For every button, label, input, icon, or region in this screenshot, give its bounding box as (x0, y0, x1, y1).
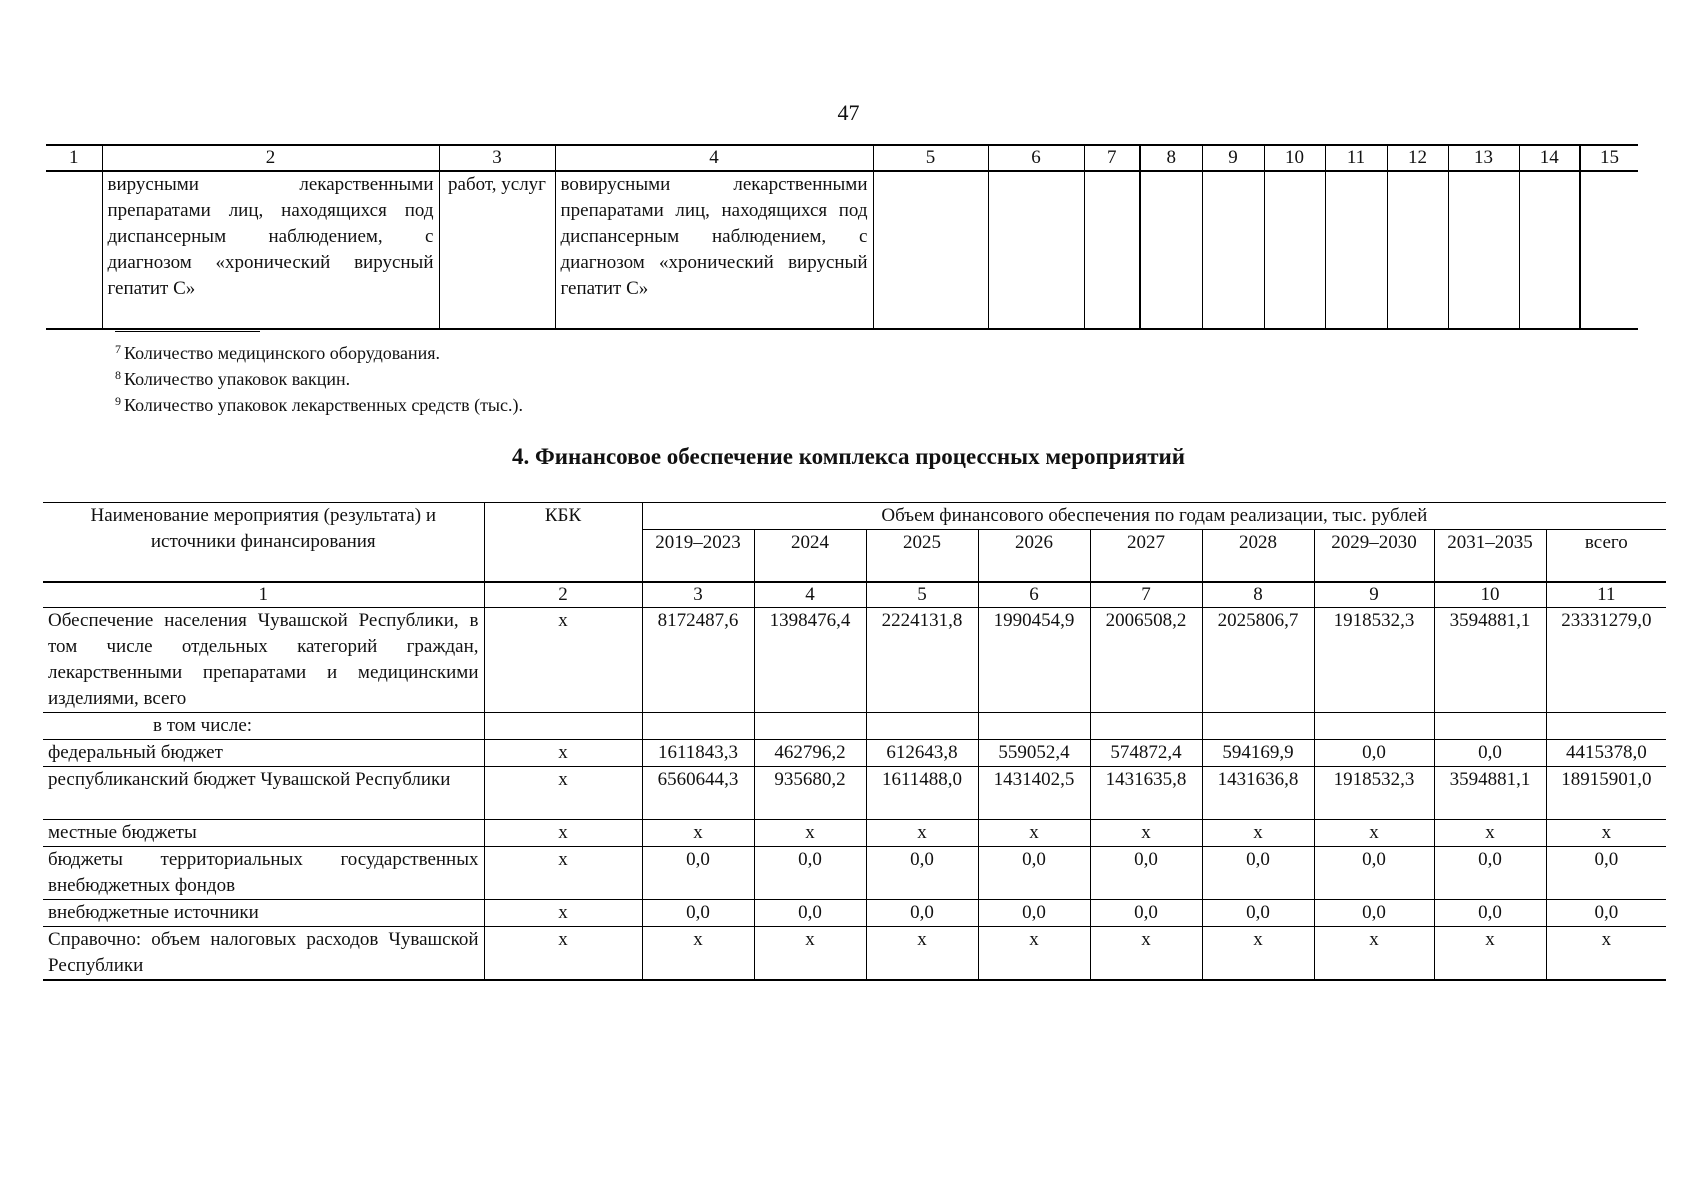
header-cell: 9 (1202, 145, 1264, 171)
row-value: x (754, 819, 866, 846)
row-value: 0,0 (1202, 846, 1314, 899)
column-number: 3 (642, 582, 754, 608)
row-value: 3594881,1 (1434, 607, 1546, 712)
row-value: 559052,4 (978, 739, 1090, 766)
table-cell (1580, 171, 1638, 329)
table-row (43, 846, 1666, 899)
row-value: x (1434, 926, 1546, 980)
finance-table (43, 502, 1666, 981)
row-name: в том числе: (43, 712, 484, 739)
table-row (43, 607, 1666, 712)
table-cell (1084, 171, 1140, 329)
year-header: 2028 (1202, 530, 1314, 582)
table-cell (1140, 171, 1202, 329)
column-number: 5 (866, 582, 978, 608)
row-value: 612643,8 (866, 739, 978, 766)
column-number: 4 (754, 582, 866, 608)
row-value (1434, 712, 1546, 739)
table-cell (1448, 171, 1519, 329)
column-number: 8 (1202, 582, 1314, 608)
table-row (43, 739, 1666, 766)
footnote: $^9$ Количество упаковок лекарственных средств (тыс.). (115, 394, 524, 415)
row-value: 594169,9 (1202, 739, 1314, 766)
row-value: x (978, 926, 1090, 980)
row-value: 0,0 (866, 899, 978, 926)
row-value: 0,0 (1202, 899, 1314, 926)
row-value: 0,0 (978, 899, 1090, 926)
row-value: 4415378,0 (1546, 739, 1666, 766)
row-name: внебюджетные источники (43, 899, 484, 926)
row-kbk: x (484, 766, 642, 819)
table-cell: работ, услуг (439, 171, 555, 329)
top-table-row (46, 171, 1638, 329)
year-header: 2029–2030 (1314, 530, 1434, 582)
table-row (43, 926, 1666, 980)
row-value: 0,0 (1314, 846, 1434, 899)
row-value: 1398476,4 (754, 607, 866, 712)
row-name: Справочно: объем налоговых расходов Чувашской Республики (43, 926, 484, 980)
row-value: 0,0 (1434, 739, 1546, 766)
header-cell: 2 (102, 145, 439, 171)
year-header: 2031–2035 (1434, 530, 1546, 582)
row-value: x (866, 819, 978, 846)
row-value: x (642, 819, 754, 846)
table-cell: вирусными лекарственными препаратами лиц, находящихся под диспансерным наблюдением, с диагнозом «хронический вирусный гепатит С» (102, 171, 439, 329)
row-kbk: x (484, 819, 642, 846)
row-kbk: x (484, 607, 642, 712)
table-cell (873, 171, 988, 329)
header-cell: 15 (1580, 145, 1638, 171)
header-cell: 1 (46, 145, 102, 171)
row-value (1202, 712, 1314, 739)
column-number: 1 (43, 582, 484, 608)
header-cell: 7 (1084, 145, 1140, 171)
row-value: x (1090, 819, 1202, 846)
header-cell: 6 (988, 145, 1084, 171)
row-value: 1918532,3 (1314, 766, 1434, 819)
header-cell: 14 (1519, 145, 1580, 171)
header-kbk: КБК (484, 503, 642, 582)
row-value (978, 712, 1090, 739)
year-header: 2027 (1090, 530, 1202, 582)
row-value: 0,0 (754, 846, 866, 899)
row-value: 2006508,2 (1090, 607, 1202, 712)
row-value: 23331279,0 (1546, 607, 1666, 712)
row-value: 0,0 (642, 846, 754, 899)
row-value: 462796,2 (754, 739, 866, 766)
row-value (1546, 712, 1666, 739)
row-kbk: x (484, 926, 642, 980)
row-kbk: x (484, 739, 642, 766)
footnote: $^8$ Количество упаковок вакцин. (115, 368, 351, 389)
row-name: федеральный бюджет (43, 739, 484, 766)
table-cell (1264, 171, 1325, 329)
row-value: 1918532,3 (1314, 607, 1434, 712)
column-number: 10 (1434, 582, 1546, 608)
header-cell: 10 (1264, 145, 1325, 171)
row-value: 2224131,8 (866, 607, 978, 712)
row-value: 0,0 (866, 846, 978, 899)
table-cell: вовирусными лекарственными препаратами лиц, находящихся под диспансерным наблюдением, с диагнозом «хронический вирусный гепатит С» (555, 171, 873, 329)
row-value: 3594881,1 (1434, 766, 1546, 819)
row-name: Обеспечение населения Чувашской Республики, в том числе отдельных категорий граждан, лекарственными препаратами и медицинскими изделиями, всего (43, 607, 484, 712)
row-value (1090, 712, 1202, 739)
row-kbk: x (484, 846, 642, 899)
row-value (754, 712, 866, 739)
header-volume: Объем финансового обеспечения по годам реализации, тыс. рублей (642, 503, 1666, 530)
row-value: 0,0 (978, 846, 1090, 899)
row-value: 1431636,8 (1202, 766, 1314, 819)
top-table (46, 144, 1638, 330)
header-cell: 8 (1140, 145, 1202, 171)
row-name: республиканский бюджет Чувашской Республики (43, 766, 484, 819)
year-header: 2026 (978, 530, 1090, 582)
row-value: 0,0 (1546, 846, 1666, 899)
row-value: x (1314, 819, 1434, 846)
year-header: 2024 (754, 530, 866, 582)
row-value: 0,0 (642, 899, 754, 926)
row-kbk: x (484, 899, 642, 926)
column-number: 9 (1314, 582, 1434, 608)
table-cell (1387, 171, 1448, 329)
year-header: всего (1546, 530, 1666, 582)
row-value: x (1546, 819, 1666, 846)
row-value: 2025806,7 (1202, 607, 1314, 712)
row-value: x (1202, 926, 1314, 980)
table-row (43, 766, 1666, 819)
row-value: 0,0 (1434, 846, 1546, 899)
row-value: 1431635,8 (1090, 766, 1202, 819)
row-value: 0,0 (1090, 846, 1202, 899)
row-value: x (1434, 819, 1546, 846)
header-cell: 11 (1325, 145, 1387, 171)
finance-header-row (43, 503, 1666, 530)
table-cell (988, 171, 1084, 329)
row-value: x (1546, 926, 1666, 980)
table-row (43, 819, 1666, 846)
row-kbk (484, 712, 642, 739)
footnotes (115, 338, 523, 416)
row-value: x (642, 926, 754, 980)
section-title: 4. Финансовое обеспечение комплекса процессных мероприятий (511, 444, 1186, 469)
table-cell (1202, 171, 1264, 329)
row-value: x (1314, 926, 1434, 980)
row-value: 1431402,5 (978, 766, 1090, 819)
row-name: бюджеты территориальных государственных внебюджетных фондов (43, 846, 484, 899)
footnote-divider (115, 331, 260, 332)
row-value: 935680,2 (754, 766, 866, 819)
row-value: 0,0 (1314, 739, 1434, 766)
row-value: 0,0 (1090, 899, 1202, 926)
column-number: 6 (978, 582, 1090, 608)
row-value: 6560644,3 (642, 766, 754, 819)
row-value: 0,0 (1434, 899, 1546, 926)
table-row (43, 712, 1666, 739)
table-row (43, 899, 1666, 926)
table-cell (46, 171, 102, 329)
header-cell: 5 (873, 145, 988, 171)
page-number: 47 (837, 100, 860, 125)
row-value: 0,0 (1546, 899, 1666, 926)
finance-body (43, 607, 1666, 980)
table-cell (1325, 171, 1387, 329)
header-name: Наименование мероприятия (результата) и источники финансирования (43, 503, 484, 582)
year-header: 2025 (866, 530, 978, 582)
column-number: 2 (484, 582, 642, 608)
row-value (866, 712, 978, 739)
row-value: x (1202, 819, 1314, 846)
row-name: местные бюджеты (43, 819, 484, 846)
header-cell: 12 (1387, 145, 1448, 171)
column-number: 11 (1546, 582, 1666, 608)
row-value: 0,0 (1314, 899, 1434, 926)
table-cell (1519, 171, 1580, 329)
header-cell: 3 (439, 145, 555, 171)
row-value: x (866, 926, 978, 980)
header-cell: 4 (555, 145, 873, 171)
footnote: $^7$ Количество медицинского оборудования. (115, 342, 441, 363)
row-value: 0,0 (754, 899, 866, 926)
row-value (1314, 712, 1434, 739)
column-number-row (43, 582, 1666, 608)
column-number: 7 (1090, 582, 1202, 608)
row-value: x (754, 926, 866, 980)
row-value (642, 712, 754, 739)
header-cell: 13 (1448, 145, 1519, 171)
row-value: 1611843,3 (642, 739, 754, 766)
row-value: 8172487,6 (642, 607, 754, 712)
row-value: 1611488,0 (866, 766, 978, 819)
row-value: 574872,4 (1090, 739, 1202, 766)
year-header: 2019–2023 (642, 530, 754, 582)
row-value: x (978, 819, 1090, 846)
row-value: 18915901,0 (1546, 766, 1666, 819)
row-value: 1990454,9 (978, 607, 1090, 712)
row-value: x (1090, 926, 1202, 980)
top-table-header-row (46, 145, 1638, 171)
